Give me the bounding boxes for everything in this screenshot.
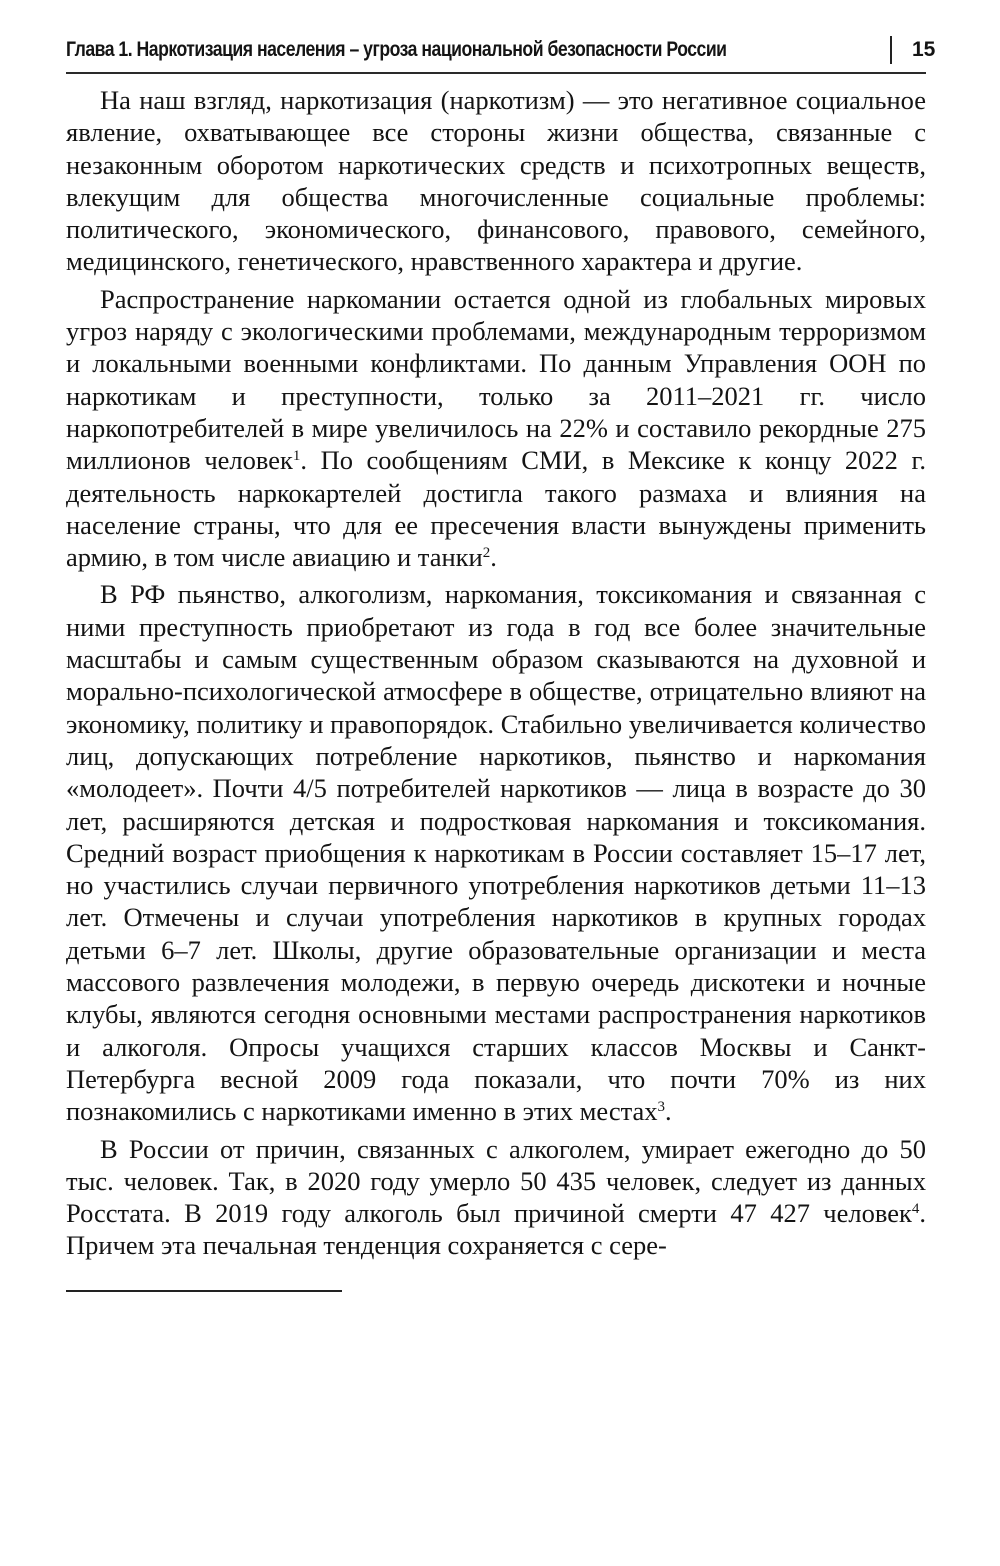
paragraph-text: В РФ пьянство, алкоголизм, наркомания, токсикомания и связанная с ними преступность приобретают из года в год все более значительные масштабы и самым существенным образом сказываются на духовной и морально-психологической атмосфере в обществе, отрицательно влияют на экономику, политику и правопорядок. Стабильно увеличивается количество лиц, допускающих потребление наркотиков, пьянство и наркомания «молодеет». Почти 4/5 потребителей наркотиков — лица в возрасте до 30 лет, расширяются детская и подростковая наркомания и токсикомания. Средний возраст приобщения к наркотикам в России составляет 15–17 лет, но участились случаи первичного употребления наркотиков детьми 11–13 лет. Отмечены и случаи употребления наркотиков в крупных городах детьми 6–7 лет. Школы, другие образовательные организации и места массового развлечения молодежи, в первую очередь дискотеки и ночные клубы, являются сегодня основными местами распространения наркотиков и алкоголя. Опросы учащихся старших классов Москвы и Санкт-Петербурга весной 2009 года показали, что почти 70% из них познакомились с наркотиками именно в этих местах [66, 579, 926, 1127]
body-text [66, 84, 926, 1262]
paragraph-text: . [665, 1096, 672, 1127]
paragraph-text: Распространение наркомании остается одной из глобальных мировых угроз наряду с экологическими проблемами, международным терроризмом и локальными военными конфликтами. По данным Управления ООН по наркотикам и преступности, только за 2011–2021 гг. число наркопотребителей в мире увеличилось на 22% и составило рекордные 275 миллионов человек [66, 283, 926, 476]
page-number: 15 [912, 38, 936, 61]
paragraph-text: . По сообщениям СМИ, в Мексике к концу 2022 г. деятельность наркокартелей достигла такого размаха и влияния на население страны, что для ее пресечения власти вынуждены применить армию, в том числе авиацию и танки [66, 445, 926, 573]
paragraph-text: В России от причин, связанных с алкоголем, умирает ежегодно до 50 тыс. человек. Так, в 2020 году умерло 50 435 человек, следует из данных Росстата. В 2019 году алкоголь был причиной смерти 47 427 человек [66, 1133, 926, 1229]
footnote-ref-4[interactable]: 4 [911, 1201, 920, 1218]
paragraph-2 [66, 283, 926, 574]
paragraph-text: . Причем эта печальная тенденция сохраняется с сере- [66, 1198, 926, 1261]
paragraph-text: . [490, 542, 497, 573]
footnote-ref-2[interactable]: 2 [482, 545, 491, 562]
paragraph-1 [66, 84, 926, 278]
header-separator [890, 36, 892, 64]
footnote-divider [66, 1290, 342, 1292]
paragraph-3 [66, 578, 926, 1127]
running-header [66, 34, 936, 74]
chapter-title: Глава 1. Наркотизация населения – угроза национальной безопасности России [66, 38, 727, 61]
paragraph-text: На наш взгляд, наркотизация (наркотизм) — это негативное социальное явление, охватывающее все стороны жизни общества, связанные с незаконным оборотом наркотических средств и психотропных веществ, влекущим для общества многочисленные социальные проблемы: политического, экономического, финансового, правового, семейного, медицинского, генетического, нравственного характера и другие. [66, 85, 926, 277]
footnote-ref-3[interactable]: 3 [657, 1099, 666, 1116]
footnote-ref-1[interactable]: 1 [292, 448, 301, 465]
paragraph-4 [66, 1133, 926, 1262]
